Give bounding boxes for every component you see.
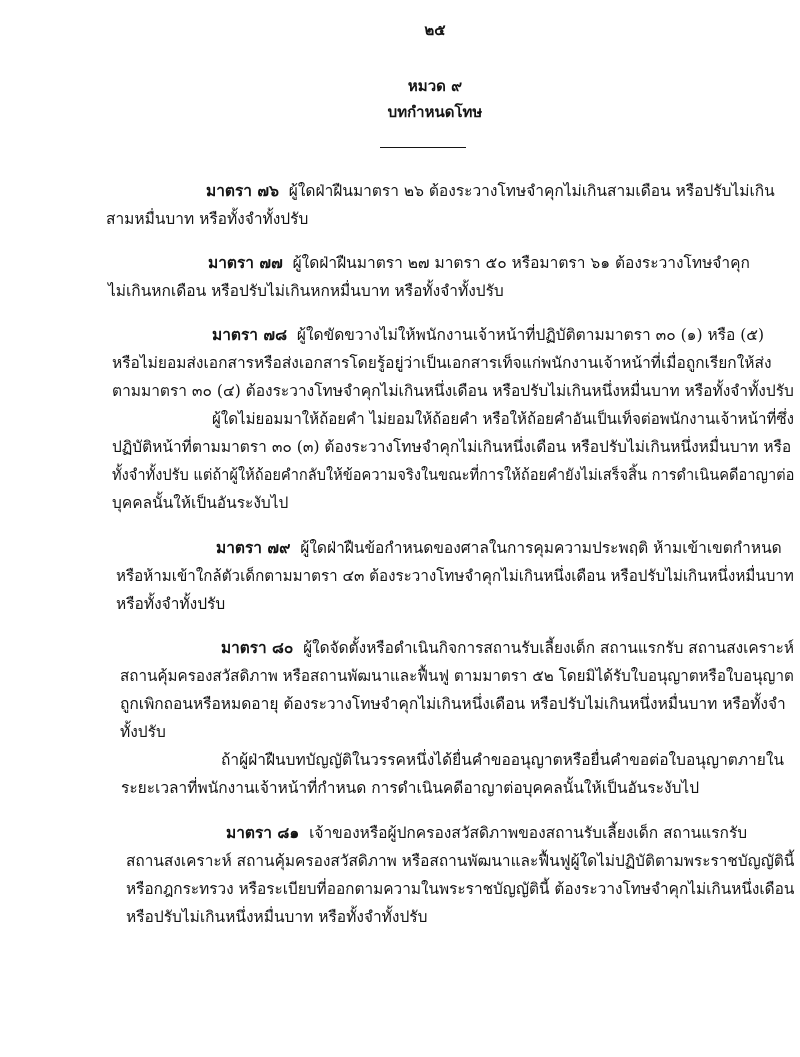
section-label: มาตรา ๗๘ — [212, 325, 288, 344]
section-label: มาตรา ๘๑ — [226, 823, 300, 842]
section-label: มาตรา ๗๖ — [206, 181, 279, 200]
section-80-line-5: ถ้าผู้ฝ่าฝืนบทบัญญัติในวรรคหนึ่งได้ยื่นคำขออนุญาตหรือยื่นคำขอต่อใบอนุญาตภายใน — [221, 751, 785, 769]
section-text: ผู้ใดจัดตั้งหรือดำเนินกิจการสถานรับเลี้ยงเด็ก สถานแรกรับ สถานสงเคราะห์ — [303, 639, 795, 657]
section-78-line-4: ผู้ใดไม่ยอมมาให้ถ้อยคำ ไม่ยอมให้ถ้อยคำ หรือให้ถ้อยคำอันเป็นเท็จต่อพนักงานเจ้าหน้าที่ซึ่ง — [212, 410, 795, 428]
chapter-number: หมวด ๙ — [407, 77, 463, 95]
section-text: ผู้ใดฝ่าฝืนข้อกำหนดของศาลในการคุมความประพฤติ ห้ามเข้าเขตกำหนด — [300, 539, 782, 557]
section-81-line-1 — [226, 823, 747, 843]
section-78-line-1 — [212, 325, 764, 345]
section-80-line-6: ระยะเวลาที่พนักงานเจ้าหน้าที่กำหนด การดำเนินคดีอาญาต่อบุคคลนั้นให้เป็นอันระงับไป — [121, 779, 700, 797]
section-80-line-4: ทั้งปรับ — [120, 723, 166, 741]
section-label: มาตรา ๘๐ — [221, 638, 294, 657]
title-underline — [380, 147, 466, 148]
section-label: มาตรา ๗๙ — [216, 538, 291, 557]
section-79-line-2: หรือห้ามเข้าใกล้ตัวเด็กตามมาตรา ๔๓ ต้องระวางโทษจำคุกไม่เกินหนึ่งเดือน หรือปรับไม่เกินหนึ่งหมื่นบาท — [116, 567, 794, 585]
chapter-title: บทกำหนดโทษ — [387, 103, 483, 121]
section-80-line-3: ถูกเพิกถอนหรือหมดอายุ ต้องระวางโทษจำคุกไม่เกินหนึ่งเดือน หรือปรับไม่เกินหนึ่งหมื่นบาท หรือทั้งจำ — [120, 695, 786, 713]
section-79-line-1 — [216, 538, 782, 558]
section-81-line-4: หรือปรับไม่เกินหนึ่งหมื่นบาท หรือทั้งจำทั้งปรับ — [126, 908, 428, 926]
section-80-line-1 — [221, 638, 794, 658]
section-77-line-1 — [208, 253, 750, 273]
section-78-line-2: หรือไม่ยอมส่งเอกสารหรือส่งเอกสารโดยรู้อยู่ว่าเป็นเอกสารเท็จแก่พนักงานเจ้าหน้าที่เมื่อถูกเรียกให้ส่ง — [112, 354, 772, 372]
section-79-line-3: หรือทั้งจำทั้งปรับ — [116, 595, 226, 613]
section-81-line-2: สถานสงเคราะห์ สถานคุ้มครองสวัสดิภาพ หรือสถานพัฒนาและฟื้นฟูผู้ใดไม่ปฏิบัติตามพระราชบัญญัตินี้ — [126, 852, 795, 870]
section-77-line-2: ไม่เกินหกเดือน หรือปรับไม่เกินหกหมื่นบาท หรือทั้งจำทั้งปรับ — [108, 282, 504, 300]
section-76-line-2: สามหมื่นบาท หรือทั้งจำทั้งปรับ — [106, 210, 309, 228]
section-text: ผู้ใดฝ่าฝืนมาตรา ๒๖ ต้องระวางโทษจำคุกไม่เกินสามเดือน หรือปรับไม่เกิน — [288, 182, 775, 200]
section-81-line-3: หรือกฎกระทรวง หรือระเบียบที่ออกตามความในพระราชบัญญัตินี้ ต้องระวางโทษจำคุกไม่เกินหนึ่งเดือน — [126, 880, 795, 898]
section-text: ผู้ใดขัดขวางไม่ให้พนักงานเจ้าหน้าที่ปฏิบัติตามมาตรา ๓๐ (๑) หรือ (๕) — [296, 326, 765, 344]
section-78-line-7: บุคคลนั้นให้เป็นอันระงับไป — [112, 494, 289, 512]
section-text: เจ้าของหรือผู้ปกครองสวัสดิภาพของสถานรับเลี้ยงเด็ก สถานแรกรับ — [309, 824, 748, 842]
section-76-line-1 — [206, 181, 775, 201]
section-80-line-2: สถานคุ้มครองสวัสดิภาพ หรือสถานพัฒนาและฟื้นฟู ตามมาตรา ๕๒ โดยมิได้รับใบอนุญาตหรือใบอนุญาต — [120, 667, 794, 685]
section-78-line-3: ตามมาตรา ๓๐ (๔) ต้องระวางโทษจำคุกไม่เกินหนึ่งเดือน หรือปรับไม่เกินหนึ่งหมื่นบาท หรือทั้งจำทั้งปรับ — [112, 382, 794, 400]
section-label: มาตรา ๗๗ — [208, 253, 283, 272]
page-number: ๒๕ — [424, 21, 446, 39]
section-text: ผู้ใดฝ่าฝืนมาตรา ๒๗ มาตรา ๕๐ หรือมาตรา ๖๑ ต้องระวางโทษจำคุก — [292, 254, 750, 272]
section-78-line-6: ทั้งจำทั้งปรับ แต่ถ้าผู้ให้ถ้อยคำกลับให้ข้อความจริงในขณะที่การให้ถ้อยคำยังไม่เสร็จสิ้น การดำเนินคดีอาญาต่อ — [112, 466, 795, 484]
section-78-line-5: ปฏิบัติหน้าที่ตามมาตรา ๓๐ (๓) ต้องระวางโทษจำคุกไม่เกินหนึ่งเดือน หรือปรับไม่เกินหนึ่งหมื่นบาท หรือ — [112, 438, 792, 456]
